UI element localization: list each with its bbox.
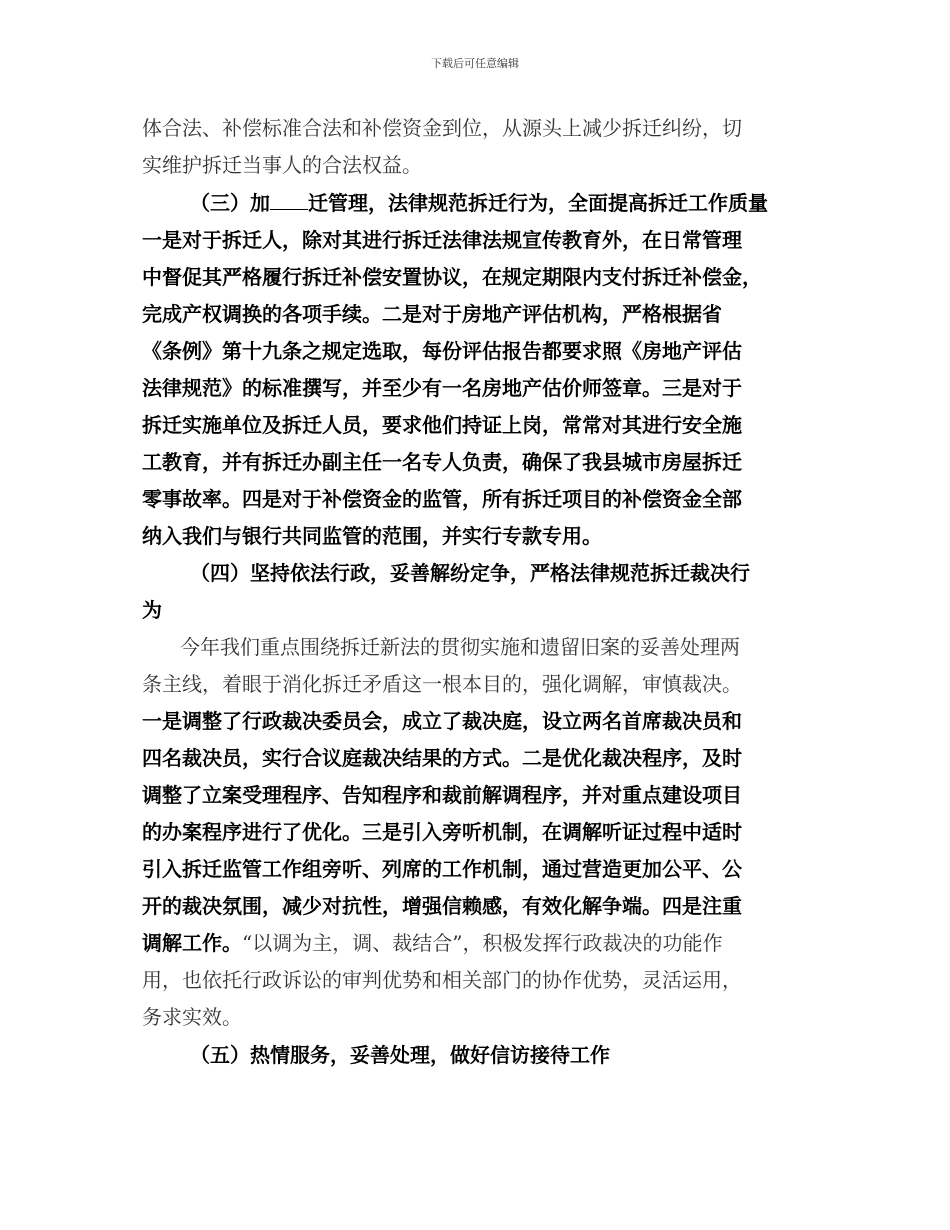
heading-text-end: 迁管理，法律规范拆迁行为，全面提高拆迁工作质量 (308, 191, 768, 215)
heading-text-start: （三）加 (190, 191, 270, 215)
paragraph-line: 纳入我们与银行共同监管的范围，并实行专款专用。 (142, 524, 602, 548)
page-header: 下载后可任意编辑 (431, 57, 519, 70)
paragraph-line: 体合法、补偿标准合法和补偿资金到位，从源头上减少拆迁纠纷，切 (142, 116, 742, 140)
section-heading-3 (190, 193, 768, 213)
paragraph-line: 今年我们重点围绕拆迁新法的贯彻实施和遗留旧案的妥善处理两 (180, 635, 740, 659)
paragraph-line: 完成产权调换的各项手续。二是对于房地产评估机构，严格根据省 (142, 302, 722, 326)
paragraph-line: 中督促其严格履行拆迁补偿安置协议，在规定期限内支付拆迁补偿金， (142, 265, 762, 289)
normal-segment: “以调为主，调、裁结合”，积极发挥行政裁决的功能作 (242, 931, 723, 955)
paragraph-line: 工教育，并有拆迁办副主任一名专人负责，确保了我县城市房屋拆迁 (142, 450, 742, 474)
section-heading-5: （五）热情服务，妥善处理，做好信访接待工作 (190, 1043, 610, 1067)
paragraph-line: 务求实效。 (142, 1005, 242, 1029)
paragraph-line: 零事故率。四是对于补偿资金的监管，所有拆迁项目的补偿资金全部 (142, 487, 742, 511)
paragraph-line: 法律规范》的标准撰写，并至少有一名房地产估价师签章。三是对于 (142, 376, 742, 400)
paragraph-line-mixed (142, 933, 722, 953)
section-heading-4-cont: 为 (142, 598, 162, 622)
paragraph-line: 一是调整了行政裁决委员会，成立了裁决庭，设立两名首席裁决员和 (142, 709, 742, 733)
paragraph-line: 引入拆迁监管工作组旁听、列席的工作机制，通过营造更加公平、公 (142, 857, 742, 881)
paragraph-line: 一是对于拆迁人，除对其进行拆迁法律法规宣传教育外，在日常管理 (142, 228, 742, 252)
paragraph-line: 《条例》第十九条之规定选取，每份评估报告都要求照《房地产评估 (142, 339, 742, 363)
blank-underline (270, 193, 308, 210)
paragraph-line: 四名裁决员，实行合议庭裁决结果的方式。二是优化裁决程序，及时 (142, 746, 742, 770)
paragraph-line: 开的裁决氛围，减少对抗性，增强信赖感，有效化解争端。四是注重 (142, 894, 742, 918)
section-heading-4: （四）坚持依法行政，妥善解纷定争，严格法律规范拆迁裁决行 (190, 561, 750, 585)
paragraph-line: 实维护拆迁当事人的合法权益。 (142, 153, 422, 177)
paragraph-line: 用，也依托行政诉讼的审判优势和相关部门的协作优势，灵活运用， (142, 968, 742, 992)
paragraph-line: 拆迁实施单位及拆迁人员，要求他们持证上岗，常常对其进行安全施 (142, 413, 742, 437)
bold-segment: 调解工作。 (142, 931, 242, 955)
paragraph-line: 条主线，着眼于消化拆迁矛盾这一根本目的，强化调解，审慎裁决。 (142, 672, 742, 696)
paragraph-line: 的办案程序进行了优化。三是引入旁听机制，在调解听证过程中适时 (142, 820, 742, 844)
paragraph-line: 调整了立案受理程序、告知程序和裁前解调程序，并对重点建设项目 (142, 783, 742, 807)
